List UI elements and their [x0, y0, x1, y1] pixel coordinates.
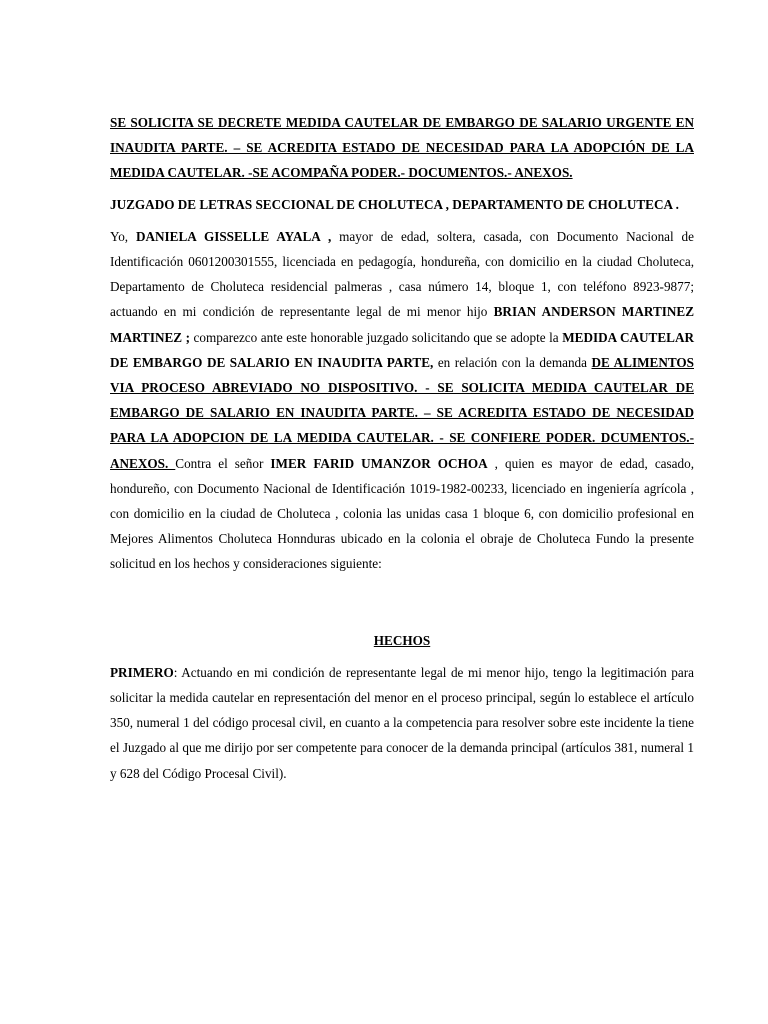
applicant-name: DANIELA GISSELLE AYALA ,: [135, 228, 332, 244]
intro-text-3: comparezco ante este honorable juzgado solicitando que se adopte la: [190, 329, 563, 345]
intro-paragraph: [110, 224, 694, 577]
court-heading: JUZGADO DE LETRAS SECCIONAL DE CHOLUTECA , DEPARTAMENTO DE CHOLUTECA .: [110, 196, 679, 212]
measure-title: MEDIDA CAUTELAR DE EMBARGO DE SALARIO EN INAUDITA PARTE,: [110, 329, 694, 370]
facts-heading: HECHOS: [373, 632, 431, 648]
document-title: SE SOLICITA SE DECRETE MEDIDA CAUTELAR DE EMBARGO DE SALARIO URGENTE EN INAUDITA PARTE. – SE ACREDITA ESTADO DE NECESIDAD PARA LA ADOPCIÓN DE LA MEDIDA CAUTELAR. -SE ACOMPAÑA PODER.- DOCUMENTOS.- ANEXOS.: [110, 115, 694, 181]
child-name: BRIAN ANDERSON MARTINEZ MARTINEZ ;: [110, 304, 694, 345]
first-fact-paragraph: [110, 660, 694, 786]
intro-text-1: Yo,: [110, 228, 136, 244]
claim-title: DE ALIMENTOS VIA PROCESO ABREVIADO NO DISPOSITIVO. - SE SOLICITA MEDIDA CAUTELAR DE EMBARGO DE SALARIO EN INAUDITA PARTE. – SE ACREDITA ESTADO DE NECESIDAD PARA LA ADOPCION DE LA MEDIDA CAUTELAR. - SE CONFIERE PODER. DCUMENTOS.- ANEXOS.: [110, 354, 694, 471]
intro-text-6: , quien es mayor de edad, casado, hondureño, con Documento Nacional de Identificación 1019-1982-00233, licenciado en ingeniería agrícola , con domicilio en la ciudad de Choluteca , colonia las unidas casa 1 bloque 6, con domicilio profesional en Mejores Alimentos Choluteca Honnduras ubicado en la colonia el obraje de Choluteca Fundo la presente solicitud en los hechos y consideraciones siguiente:: [110, 455, 694, 572]
intro-text-4: en relación con la demanda: [433, 354, 592, 370]
first-fact-label: PRIMERO: [110, 664, 174, 680]
first-fact-text: : Actuando en mi condición de representante legal de mi menor hijo, tengo la legitimación para solicitar la medida cautelar en representación del menor en el proceso principal, según lo establece el artículo 350, numeral 1 del código procesal civil, en cuanto a la competencia para resolver sobre este incidente la tiene el Juzgado al que me dirijo por ser competente para conocer de la demanda principal (artículos 381, numeral 1 y 628 del Código Procesal Civil).: [110, 664, 694, 781]
defendant-name: IMER FARID UMANZOR OCHOA: [270, 455, 488, 471]
intro-text-2: mayor de edad, soltera, casada, con Documento Nacional de Identificación 0601200301555, licenciada en pedagogía, hondureña, con domicilio en la ciudad Choluteca, Departamento de Choluteca residencial palmeras , casa número 14, bloque 1, con teléfono 8923-9877; actuando en mi condición de representante legal de mi menor hijo: [110, 228, 695, 320]
intro-text-5: Contra el señor: [175, 455, 271, 471]
document-page: [110, 110, 694, 786]
